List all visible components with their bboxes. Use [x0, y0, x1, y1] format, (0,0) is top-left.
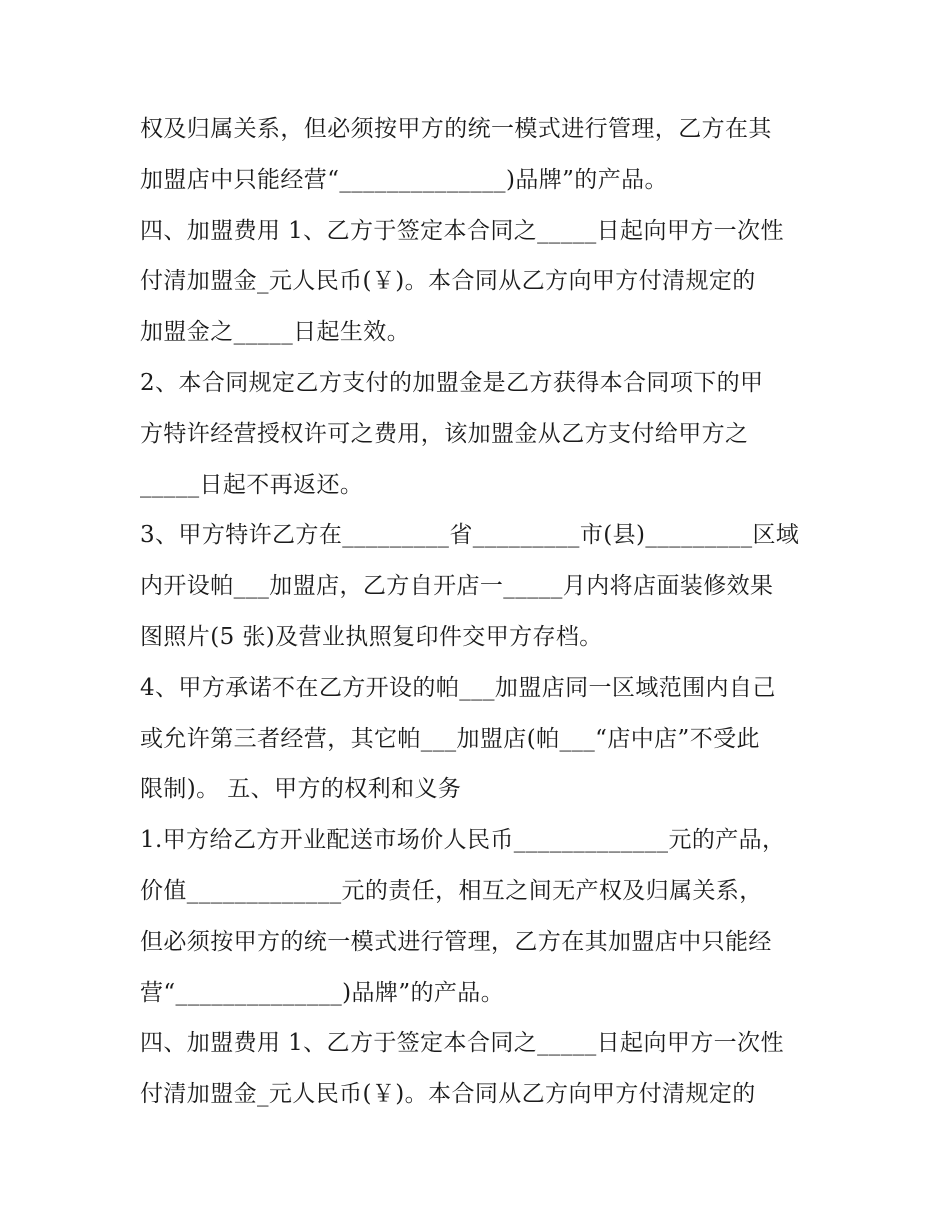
text-line: 方特许经营授权许可之费用，该加盟金从乙方支付给甲方之 [140, 420, 749, 447]
text-line: 付清加盟金_元人民币(￥)。本合同从乙方向甲方付清规定的 [140, 268, 756, 295]
text-line: 限制)。 五、甲方的权利和义务 [140, 776, 462, 803]
text-line: _____日起不再返还。 [140, 471, 364, 498]
document-body [140, 104, 820, 1120]
text-line: 但必须按甲方的统一模式进行管理，乙方在其加盟店中只能经 [140, 928, 772, 955]
text-line: 四、加盟费用 1、乙方于签定本合同之_____日起向甲方一次性 [140, 1030, 784, 1057]
text-line: 内开设帕___加盟店，乙方自开店一_____月内将店面装修效果 [140, 573, 774, 600]
text-line: 权及归属关系，但必须按甲方的统一模式进行管理，乙方在其 [140, 116, 772, 142]
text-line: 加盟店中只能经营“______________)品牌”的产品。 [140, 166, 668, 193]
text-line: 或允许第三者经营，其它帕___加盟店(帕___“店中店”不受此 [140, 725, 760, 752]
text-line: 2、本合同规定乙方支付的加盟金是乙方获得本合同项下的甲 [140, 369, 764, 396]
text-line: 加盟金之_____日起生效。 [140, 319, 411, 346]
text-line: 1.甲方给乙方开业配送市场价人民币_____________元的产品， [140, 827, 786, 854]
text-line: 4、甲方承诺不在乙方开设的帕___加盟店同一区域范围内自己 [140, 674, 776, 701]
text-line: 3、甲方特许乙方在_________省_________市(县)_________区域 [140, 522, 800, 549]
text-line: 图照片(5 张)及营业执照复印件交甲方存档。 [140, 623, 603, 650]
text-line: 四、加盟费用 1、乙方于签定本合同之_____日起向甲方一次性 [140, 217, 784, 244]
text-line: 付清加盟金_元人民币(￥)。本合同从乙方向甲方付清规定的 [140, 1081, 756, 1108]
text-line: 营“______________)品牌”的产品。 [140, 979, 505, 1006]
text-line: 价值_____________元的责任，相互之间无产权及归属关系， [140, 877, 763, 904]
